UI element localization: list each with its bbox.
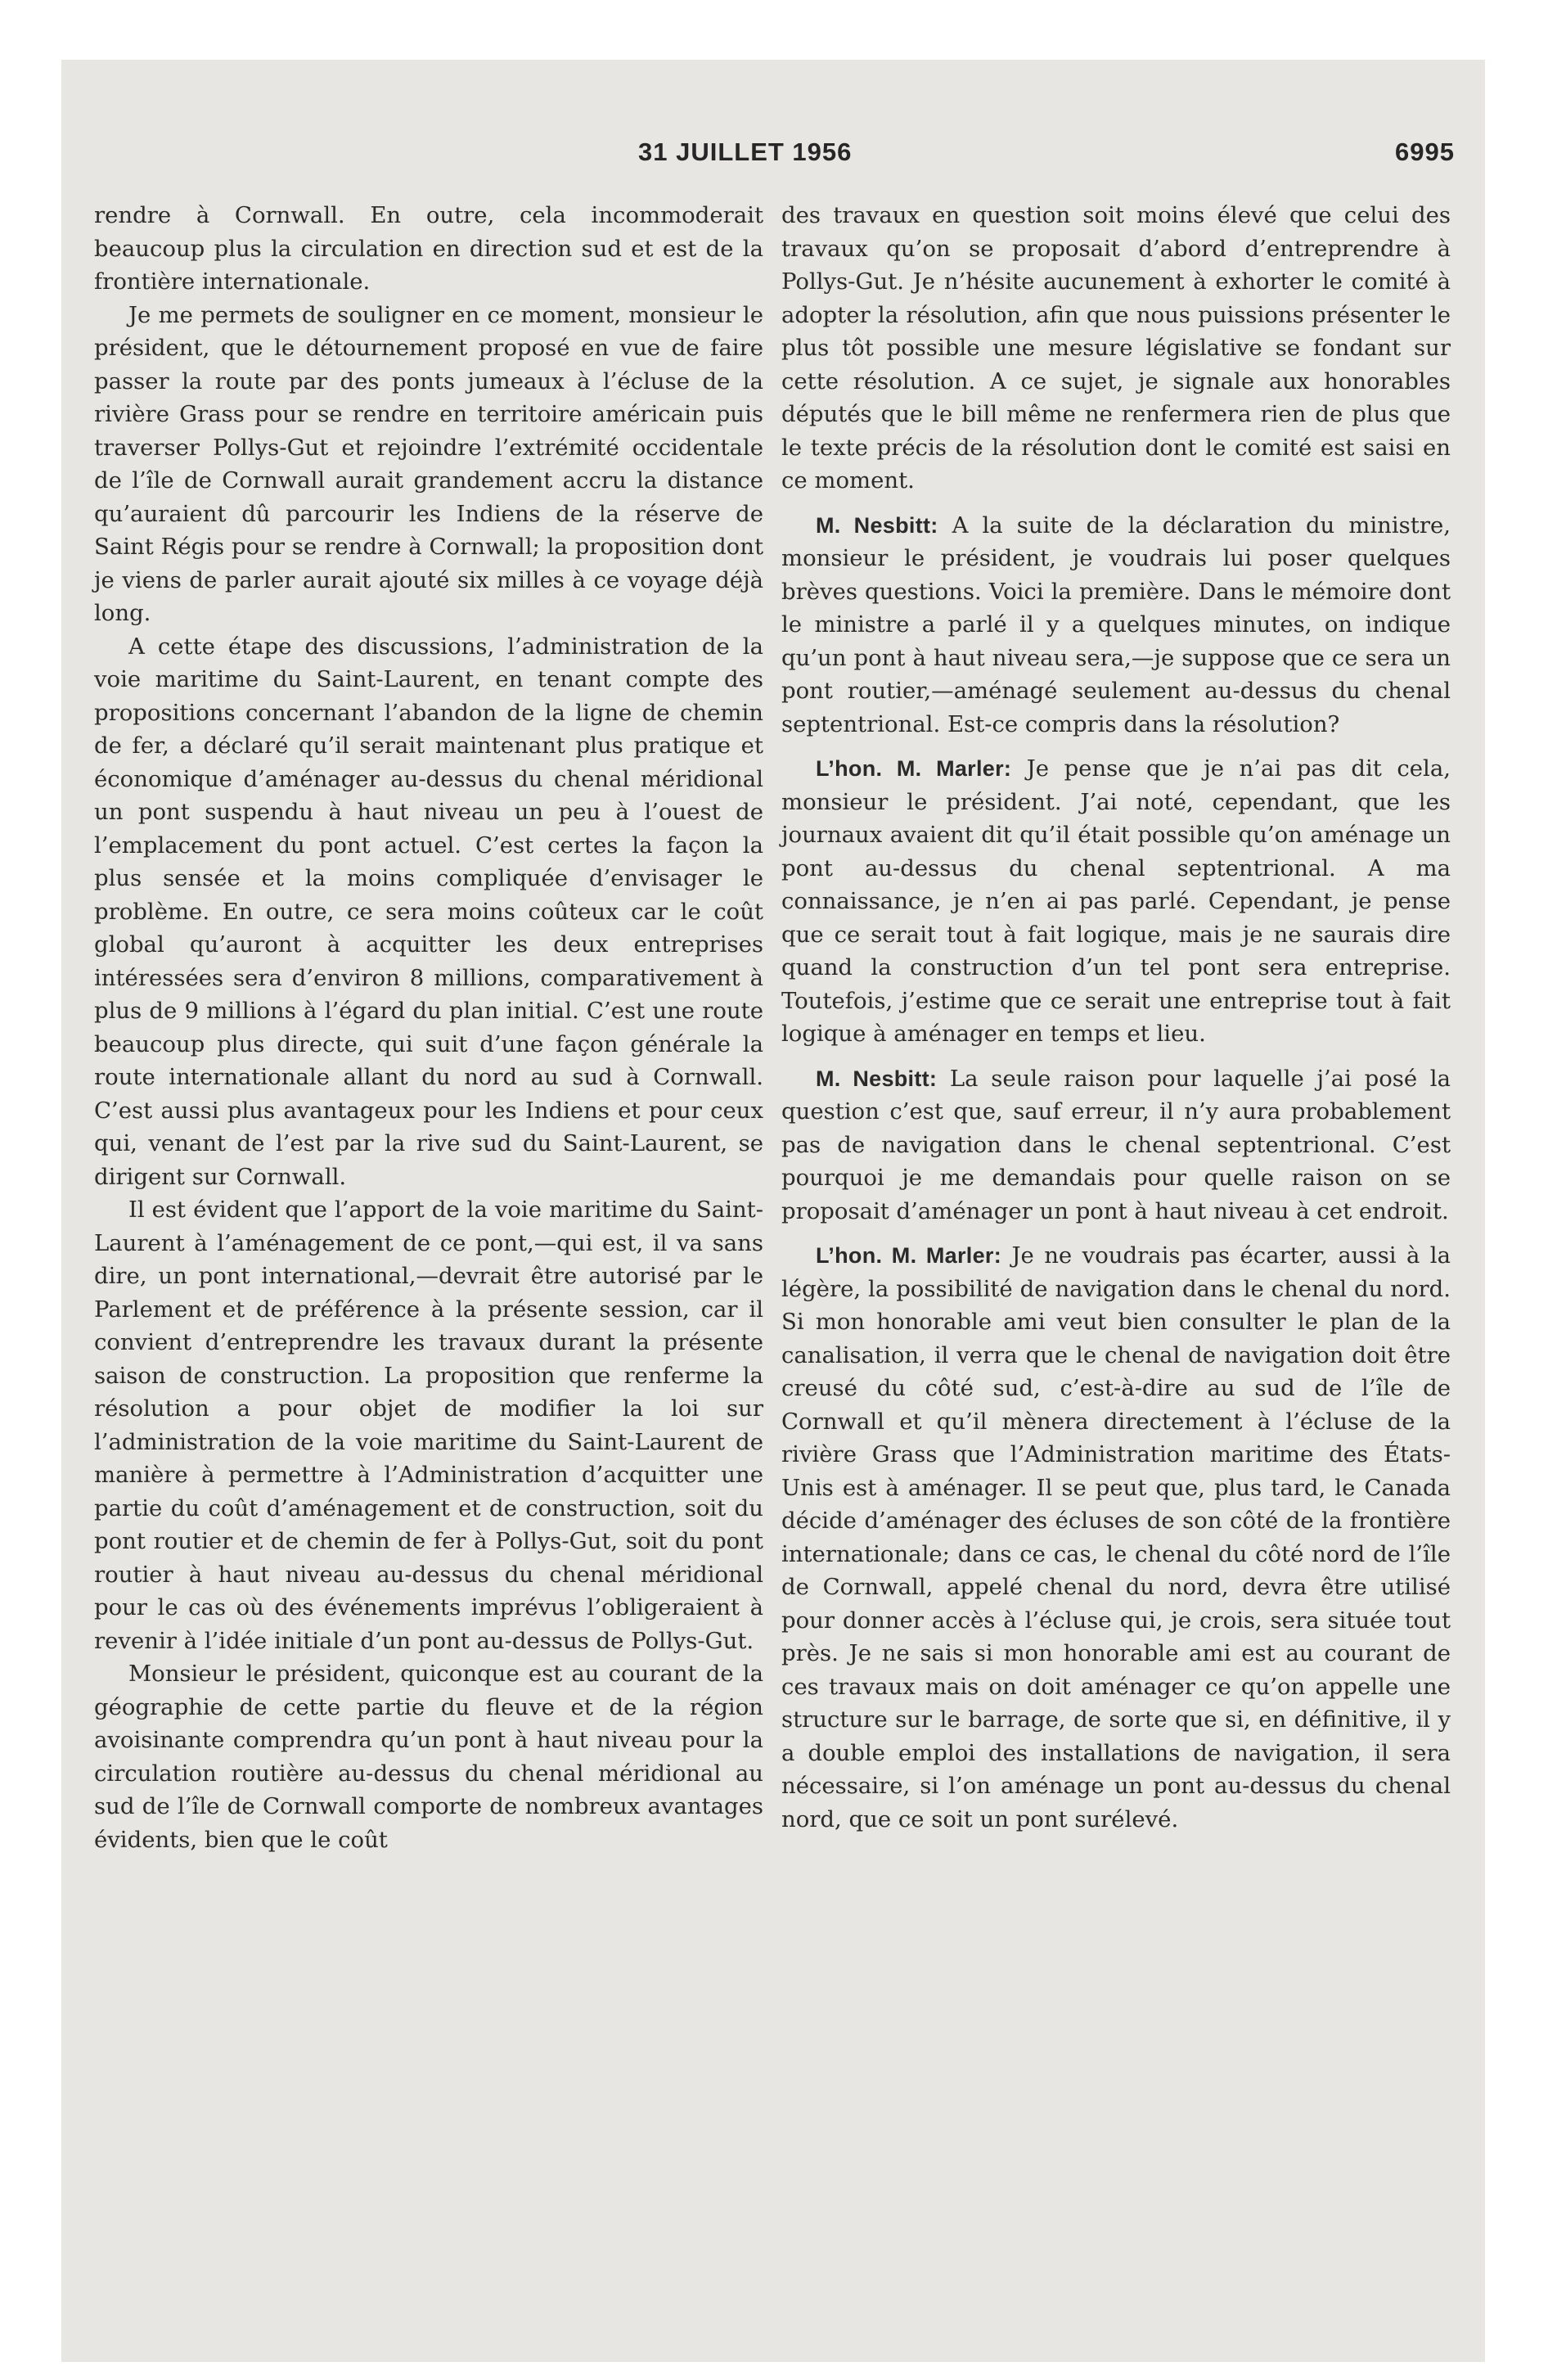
speech-text: La seule raison pour laquelle j’ai posé la question c’est que, sauf erreur, il n’y aura probablement pas de navigation dans le chenal septentrional. C’est pourquoi je me demandais pour quelle raison on se proposait d’aménager un pont à haut niveau à cet endroit. (781, 1065, 1451, 1224)
paragraph: Monsieur le président, quiconque est au courant de la géographie de cette partie du fleuve et de la région avoisinante comprendra qu’un pont à haut niveau pour la circulation routière au-dessus du chenal méridional au sud de l’île de Cornwall comporte de nombreux avantages évidents, bien que le coût (94, 1661, 763, 1853)
speaker-name: L’hon. M. Marler: (816, 756, 1012, 781)
right-column (781, 199, 1451, 1836)
speech-text: Je pense que je n’ai pas dit cela, monsieur le président. J’ai noté, cependant, que les journaux avaient dit qu’il était possible qu’on aménage un pont au-dessus du chenal septentrional. A ma connaissance, je n’en ai pas parlé. Cependant, je pense que ce serait tout à fait logique, mais je ne saurais dire quand la construction d’un tel pont sera entreprise. Toutefois, j’estime que ce serait une entreprise tout à fait logique à aménager en temps et lieu. (781, 755, 1451, 1047)
page-header (61, 137, 1485, 178)
speech-paragraph (781, 752, 1451, 1051)
paragraph: rendre à Cornwall. En outre, cela incommoderait beaucoup plus la circulation en direction sud et est de la frontière internationale. (94, 202, 763, 295)
paragraph: A cette étape des discussions, l’administration de la voie maritime du Saint-Laurent, en tenant compte des propositions concernant l’abandon de la ligne de chemin de fer, a déclaré qu’il serait maintenant plus pratique et économique d’aménager au-dessus du chenal méridional un pont suspendu à haut niveau un peu à l’ouest de l’emplacement du pont actuel. C’est certes la façon la plus sensée et la moins compliquée d’envisager le problème. En outre, ce sera moins coûteux car le coût global qu’auront à acquitter les deux entreprises intéressées sera d’environ 8 millions, comparativement à plus de 9 millions à l’égard du plan initial. C’est une route beaucoup plus directe, qui suit d’une façon générale la route internationale allant du nord au sud à Cornwall. C’est aussi plus avantageux pour les Indiens et pour ceux qui, venant de l’est par la rive sud du Saint-Laurent, se dirigent sur Cornwall. (94, 633, 763, 1190)
page-number: 6995 (1395, 137, 1455, 166)
speaker-name: M. Nesbitt: (816, 512, 938, 538)
paragraph: des travaux en question soit moins élevé que celui des travaux qu’on se proposait d’abord d’entreprendre à Pollys-Gut. Je n’hésite aucunement à exhorter le comité à adopter la résolution, afin que nous puissions présenter le plus tôt possible une mesure législative se fondant sur cette résolution. A ce sujet, je signale aux honorables députés que le bill même ne renfermera rien de plus que le texte précis de la résolution dont le comité est saisi en ce moment. (781, 202, 1451, 494)
speech-paragraph (781, 509, 1451, 741)
speech-text: A la suite de la déclaration du ministre, monsieur le président, je voudrais lui poser quelques brèves questions. Voici la première. Dans le mémoire dont le ministre a parlé il y a quelques minutes, on indique qu’un pont à haut niveau sera,—je suppose que ce sera un pont routier,—aménagé seulement au-dessus du chenal septentrional. Est-ce compris dans la résolution? (781, 512, 1451, 737)
speech-paragraph (781, 1239, 1451, 1836)
left-column (94, 199, 763, 1856)
speech-text: Je ne voudrais pas écarter, aussi à la légère, la possibilité de navigation dans le chenal du nord. Si mon honorable ami veut bien consulter le plan de la canalisation, il verra que le chenal de navigation doit être creusé du côté sud, c’est-à-dire au sud de l’île de Cornwall et qu’il mènera directement à l’écluse de la rivière Grass que l’Administration maritime des États-Unis est à aménager. Il se peut que, plus tard, le Canada décide d’aménager des écluses de son côté de la frontière internationale; dans ce cas, le chenal du côté nord de l’île de Cornwall, appelé chenal du nord, devra être utilisé pour donner accès à l’écluse qui, je crois, sera située tout près. Je ne sais si mon honorable ami est au courant de ces travaux mais on doit aménager ce qu’on appelle une structure sur le barrage, de sorte que si, en définitive, il y a double emploi des installations de navigation, il sera nécessaire, si l’on aménage un pont au-dessus du chenal nord, que ce soit un pont surélevé. (781, 1242, 1451, 1832)
header-date: 31 JUILLET 1956 (638, 137, 853, 166)
paragraph: Je me permets de souligner en ce moment, monsieur le président, que le détournement proposé en vue de faire passer la route par des ponts jumeaux à l’écluse de la rivière Grass pour se rendre en territoire américain puis traverser Pollys-Gut et rejoindre l’extrémité occidentale de l’île de Cornwall aurait grandement accru la distance qu’auraient dû parcourir les Indiens de la réserve de Saint Régis pour se rendre à Cornwall; la proposition dont je viens de parler aurait ajouté six milles à ce voyage déjà long. (94, 301, 763, 626)
speaker-name: L’hon. M. Marler: (816, 1243, 1002, 1268)
paragraph: Il est évident que l’apport de la voie maritime du Saint-Laurent à l’aménagement de ce pont,—qui est, il va sans dire, un pont international,—devrait être autorisé par le Parlement et de préférence à la présente session, car il convient d’entreprendre les travaux durant la présente saison de construction. La proposition que renferme la résolution a pour objet de modifier la loi sur l’administration de la voie maritime du Saint-Laurent de manière à permettre à l’Administration d’acquitter une partie du coût d’aménagement et de construction, soit du pont routier et de chemin de fer à Pollys-Gut, soit du pont routier à haut niveau au-dessus du chenal méridional pour le cas où des événements imprévus l’obligeraient à revenir à l’idée initiale d’un pont au-dessus de Pollys-Gut. (94, 1197, 763, 1654)
page (61, 60, 1485, 2362)
speaker-name: M. Nesbitt: (816, 1066, 938, 1091)
speech-paragraph (781, 1062, 1451, 1228)
